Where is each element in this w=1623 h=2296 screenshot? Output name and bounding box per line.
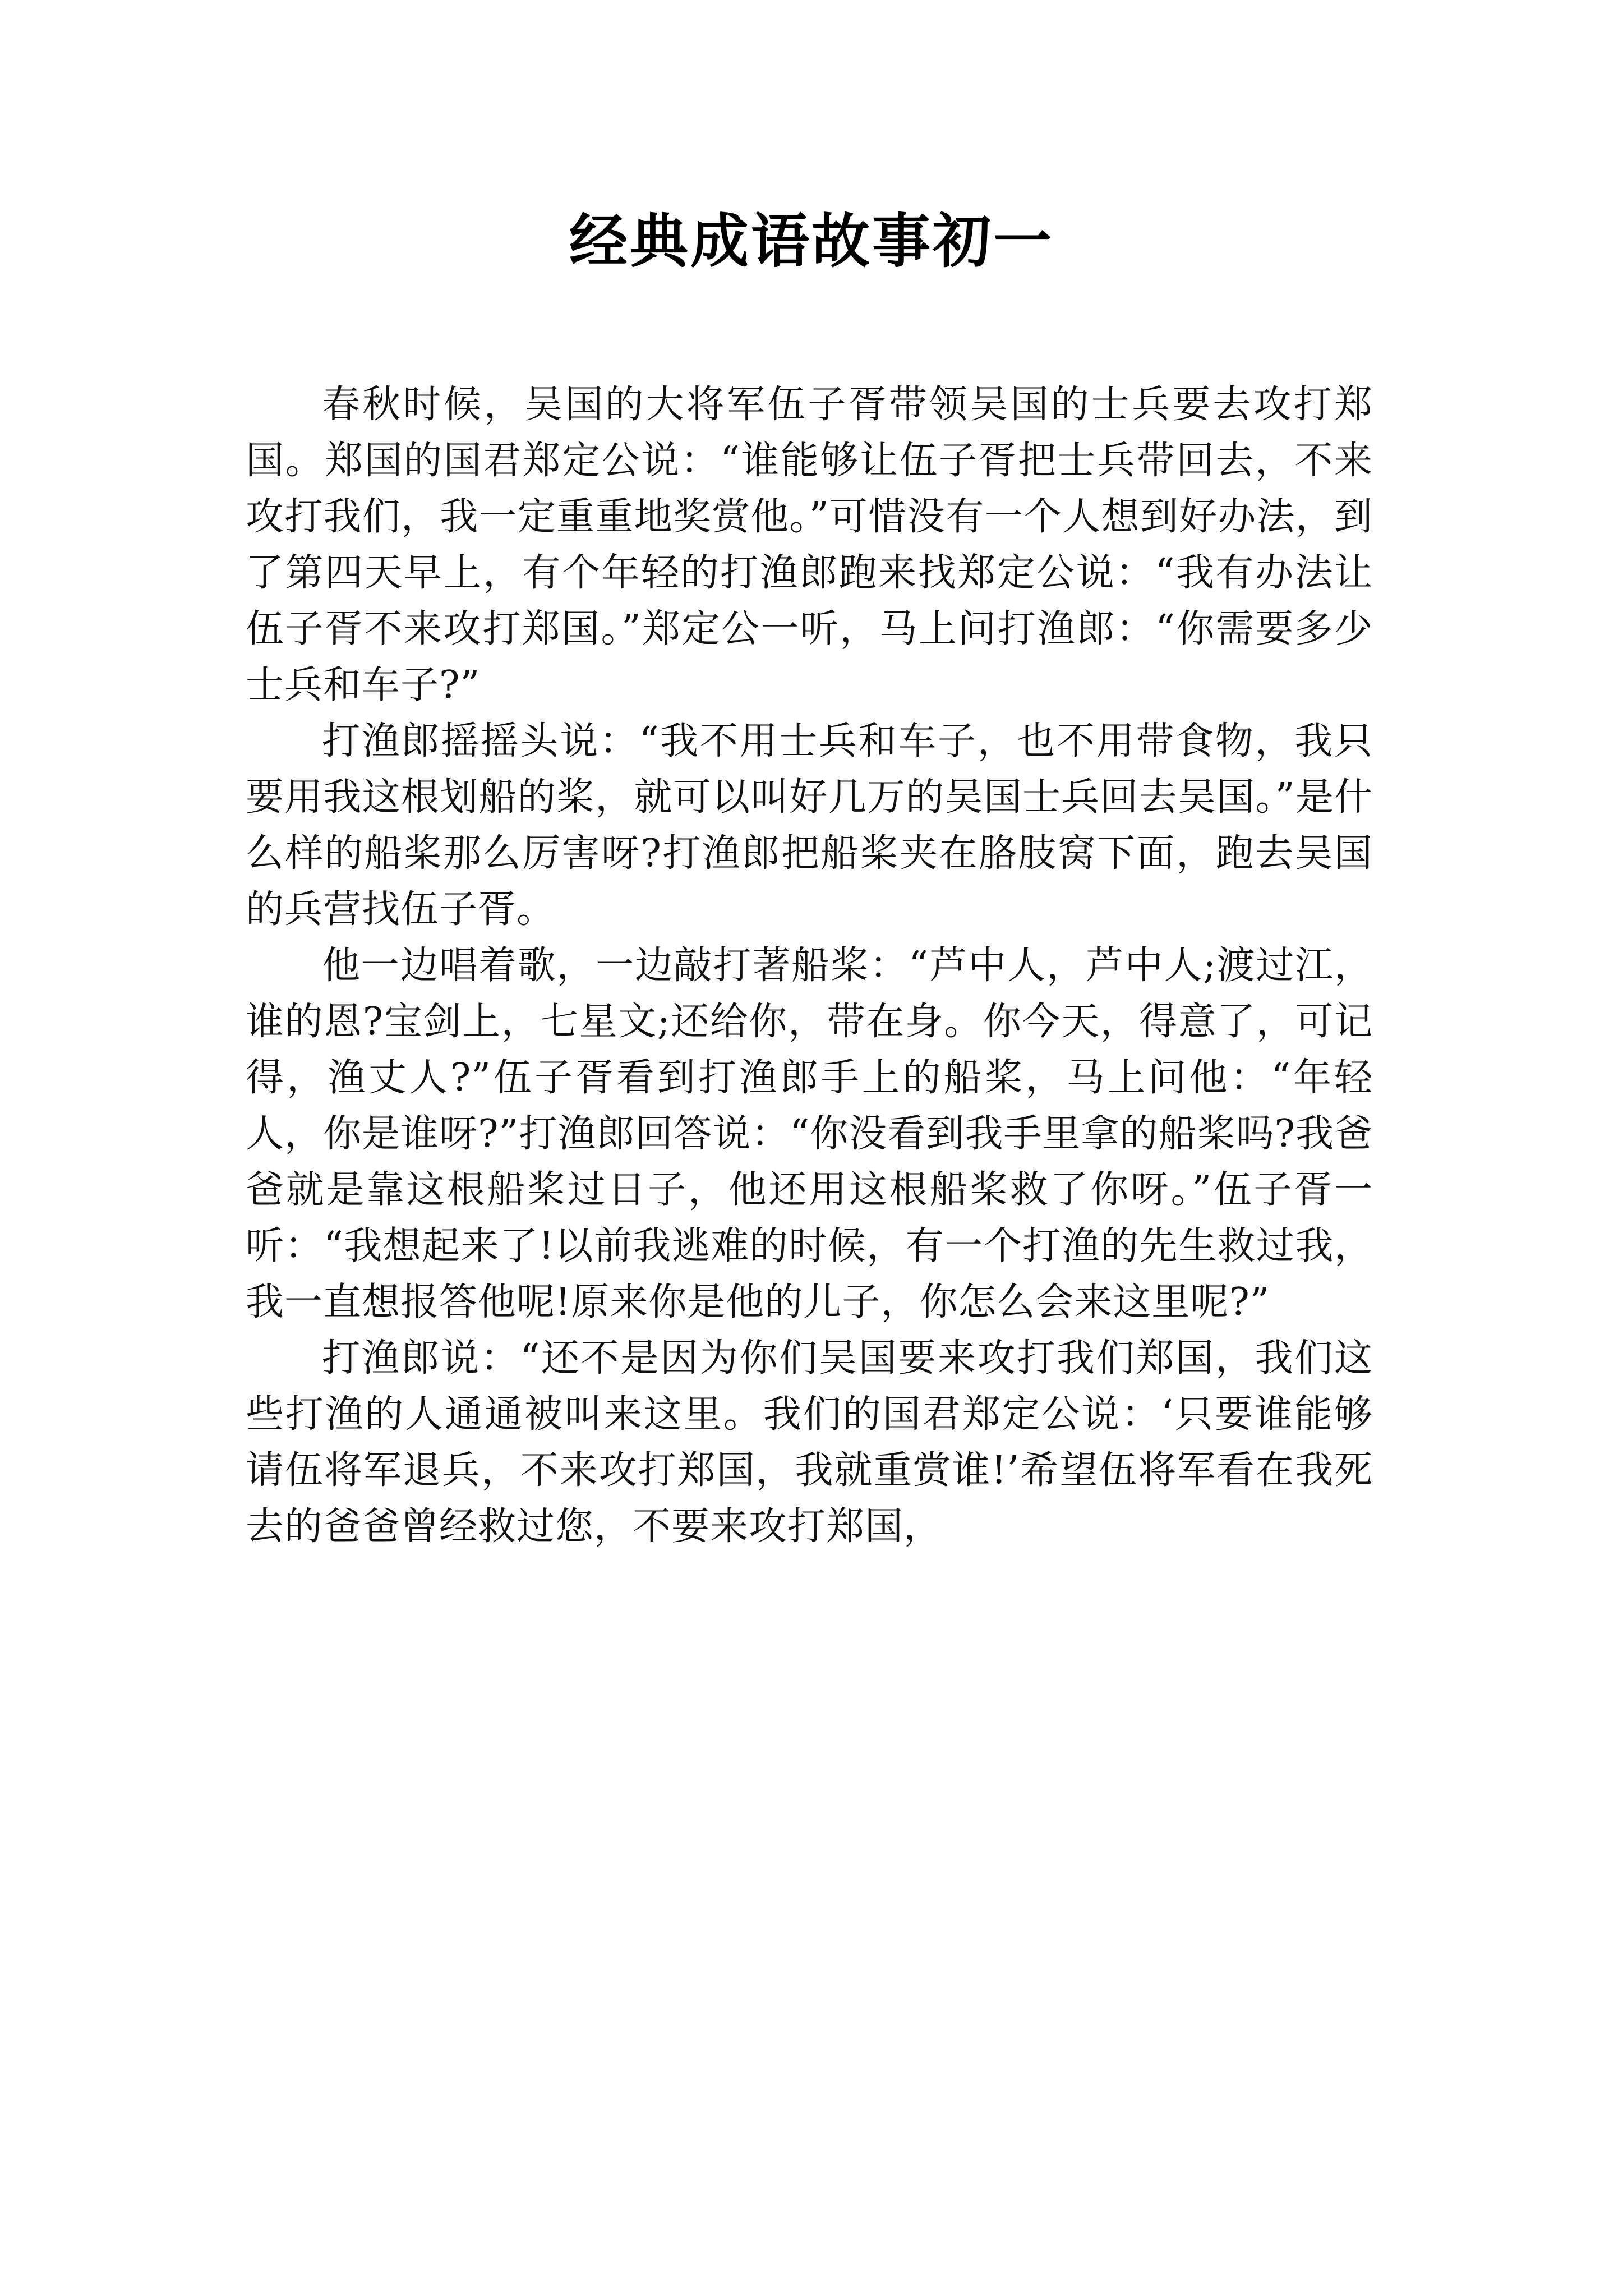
document-body — [246, 377, 1373, 1555]
paragraph-3: 他一边唱着歌，一边敲打著船桨：“芦中人，芦中人;渡过江，谁的恩?宝剑上，七星文;还给你，带在身。你今天，得意了，可记得，渔丈人?”伍子胥看到打渔郎手上的船桨，马上问他：“年轻人，你是谁呀?”打渔郎回答说：“你没看到我手里拿的船桨吗?我爸爸就是靠这根船桨过日子，他还用这根船桨救了你呀。”伍子胥一听：“我想起来了!以前我逃难的时候，有一个打渔的先生救过我，我一直想报答他呢!原来你是他的儿子，你怎么会来这里呢?” — [246, 944, 1373, 1324]
document-title: 经典成语故事初一 — [569, 206, 1054, 275]
paragraph-4: 打渔郎说：“还不是因为你们吴国要来攻打我们郑国，我们这些打渔的人通通被叫来这里。我们的国君郑定公说：‘只要谁能够请伍将军退兵，不来攻打郑国，我就重赏谁!’希望伍将军看在我死去的爸爸曾经救过您，不要来攻打郑国， — [246, 1336, 1373, 1549]
paragraph-1: 春秋时候，吴国的大将军伍子胥带领吴国的士兵要去攻打郑国。郑国的国君郑定公说：“谁能够让伍子胥把士兵带回去，不来攻打我们，我一定重重地奖赏他。”可惜没有一个人想到好办法，到了第四天早上，有个年轻的打渔郎跑来找郑定公说：“我有办法让伍子胥不来攻打郑国。”郑定公一听，马上问打渔郎：“你需要多少士兵和车子?” — [246, 383, 1373, 707]
paragraph-2: 打渔郎摇摇头说：“我不用士兵和车子，也不用带食物，我只要用我这根划船的桨，就可以叫好几万的吴国士兵回去吴国。”是什么样的船桨那么厉害呀?打渔郎把船桨夹在胳肢窝下面，跑去吴国的兵营找伍子胥。 — [246, 719, 1373, 932]
